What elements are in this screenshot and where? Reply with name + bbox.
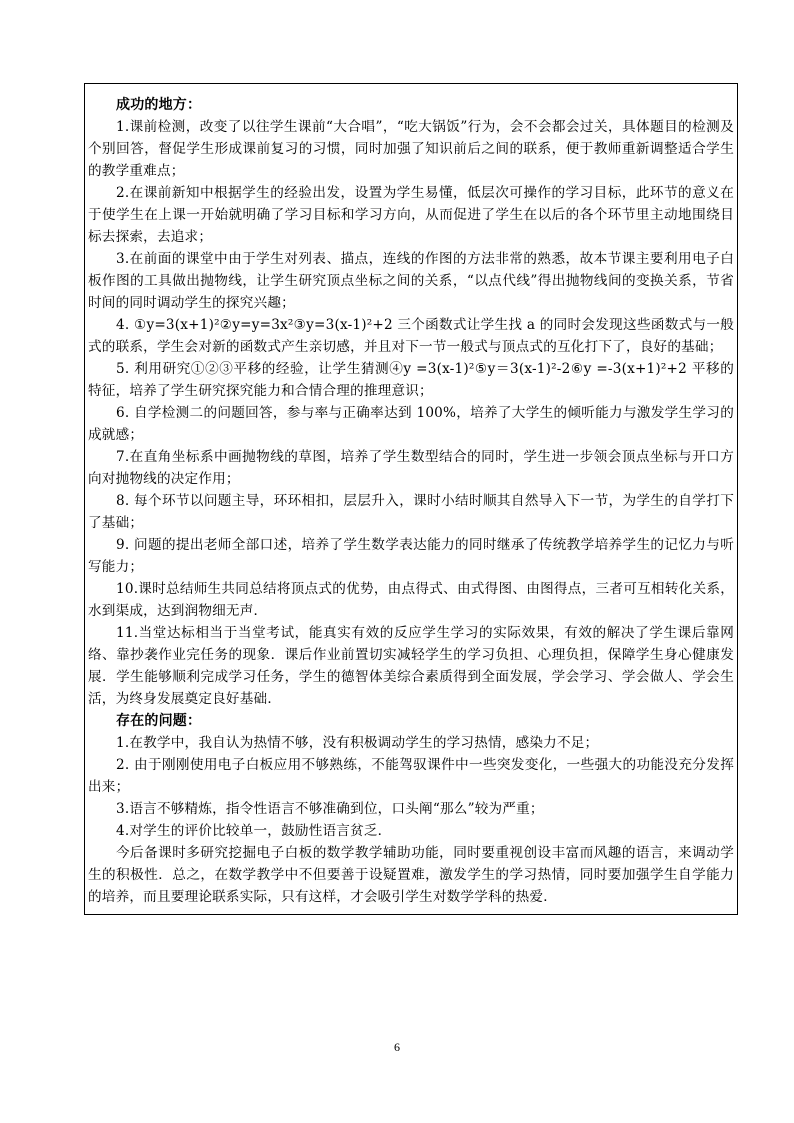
success-item-9: 9. 问题的提出老师全部口述，培养了学生数学表达能力的同时继承了传统教学培养学生的记忆力与听写能力； [88, 537, 734, 575]
success-item-7: 7.在直角坐标系中画抛物线的草图，培养了学生数型结合的同时，学生进一步领会顶点坐标与开口方向对抛物线的决定作用； [88, 449, 734, 487]
success-item-2: 2.在课前新知中根据学生的经验出发，设置为学生易懂，低层次可操作的学习目标，此环节的意义在于使学生在上课一开始就明确了学习目标和学习方向，从而促进了学生在以后的各个环节里主动地围绕目标去探索，去追求； [88, 185, 734, 245]
success-item-8: 8. 每个环节以问题主导，环环相扣，层层升入，课时小结时顺其自然导入下一节，为学生的自学打下了基础； [88, 493, 734, 531]
success-item-10: 10.课时总结师生共同总结将顶点式的优势，由点得式、由式得图、由图得点，三者可互相转化关系，水到渠成，达到润物细无声． [88, 581, 734, 619]
problem-item-2: 2. 由于刚刚使用电子白板应用不够熟练，不能驾驭课件中一些突发变化，一些强大的功能没充分发挥出来； [88, 757, 734, 795]
problem-item-3: 3.语言不够精炼，指令性语言不够准确到位，口头阐“那么”较为严重； [116, 801, 544, 817]
success-heading: 成功的地方： [116, 97, 202, 113]
success-item-1: 1.课前检测，改变了以往学生课前“大合唱”，“吃大锅饭”行为，会不会都会过关，具体题目的检测及个别回答，督促学生形成课前复习的习惯，同时加强了知识前后之间的联系，便于教师重新调整适合学生的教学重难点； [88, 119, 734, 179]
success-item-4: 4. ①y=3(x+1)²②y=y=3x²③y=3(x-1)²+2 三个函数式让学生找 a 的同时会发现这些函数式与一般式的联系，学生会对新的函数式产生亲切感，并且对下一节一般式与顶点式的互化打下了，良好的基础； [88, 317, 734, 355]
page-number: 6 [394, 1040, 400, 1054]
reflection-text [88, 94, 734, 908]
conclusion-paragraph: 今后备课时多研究挖掘电子白板的数学教学辅助功能，同时要重视创设丰富而风趣的语言，来调动学生的积极性．总之，在数学教学中不但要善于设疑置难，激发学生的学习热情，同时要加强学生自学能力的培养，而且要理论联系实际，只有这样，才会吸引学生对数学学科的热爱． [88, 845, 734, 905]
problem-item-1: 1.在教学中，我自认为热情不够，没有积极调动学生的学习热情，感染力不足； [116, 735, 599, 751]
success-item-3: 3.在前面的课堂中由于学生对列表、描点，连线的作图的方法非常的熟悉，故本节课主要利用电子白板作图的工具做出抛物线，让学生研究顶点坐标之间的关系，“以点代线”得出抛物线间的变换关系，节省时间的同时调动学生的探究兴趣； [88, 251, 734, 311]
success-item-6: 6. 自学检测二的问题回答，参与率与正确率达到 100%，培养了大学生的倾听能力与激发学生学习的成就感； [88, 405, 734, 443]
problems-heading: 存在的问题： [116, 713, 202, 729]
reflection-table-cell [84, 83, 738, 915]
success-item-5: 5. 利用研究①②③平移的经验，让学生猜测④y =3(x-1)²⑤y＝3(x-1)²-2⑥y =-3(x+1)²+2 平移的特征，培养了学生研究探究能力和合情合理的推理意识； [88, 361, 734, 399]
problem-item-4: 4.对学生的评价比较单一，鼓励性语言贫乏． [116, 823, 392, 839]
success-item-11: 11.当堂达标相当于当堂考试，能真实有效的反应学生学习的实际效果，有效的解决了学生课后靠网络、靠抄袭作业完任务的现象．课后作业前置切实减轻学生的学习负担、心理负担，保障学生身心健康发展．学生能够顺利完成学习任务，学生的德智体美综合素质得到全面发展，学会学习、学会做人、学会生活，为终身发展奠定良好基础． [88, 625, 734, 707]
